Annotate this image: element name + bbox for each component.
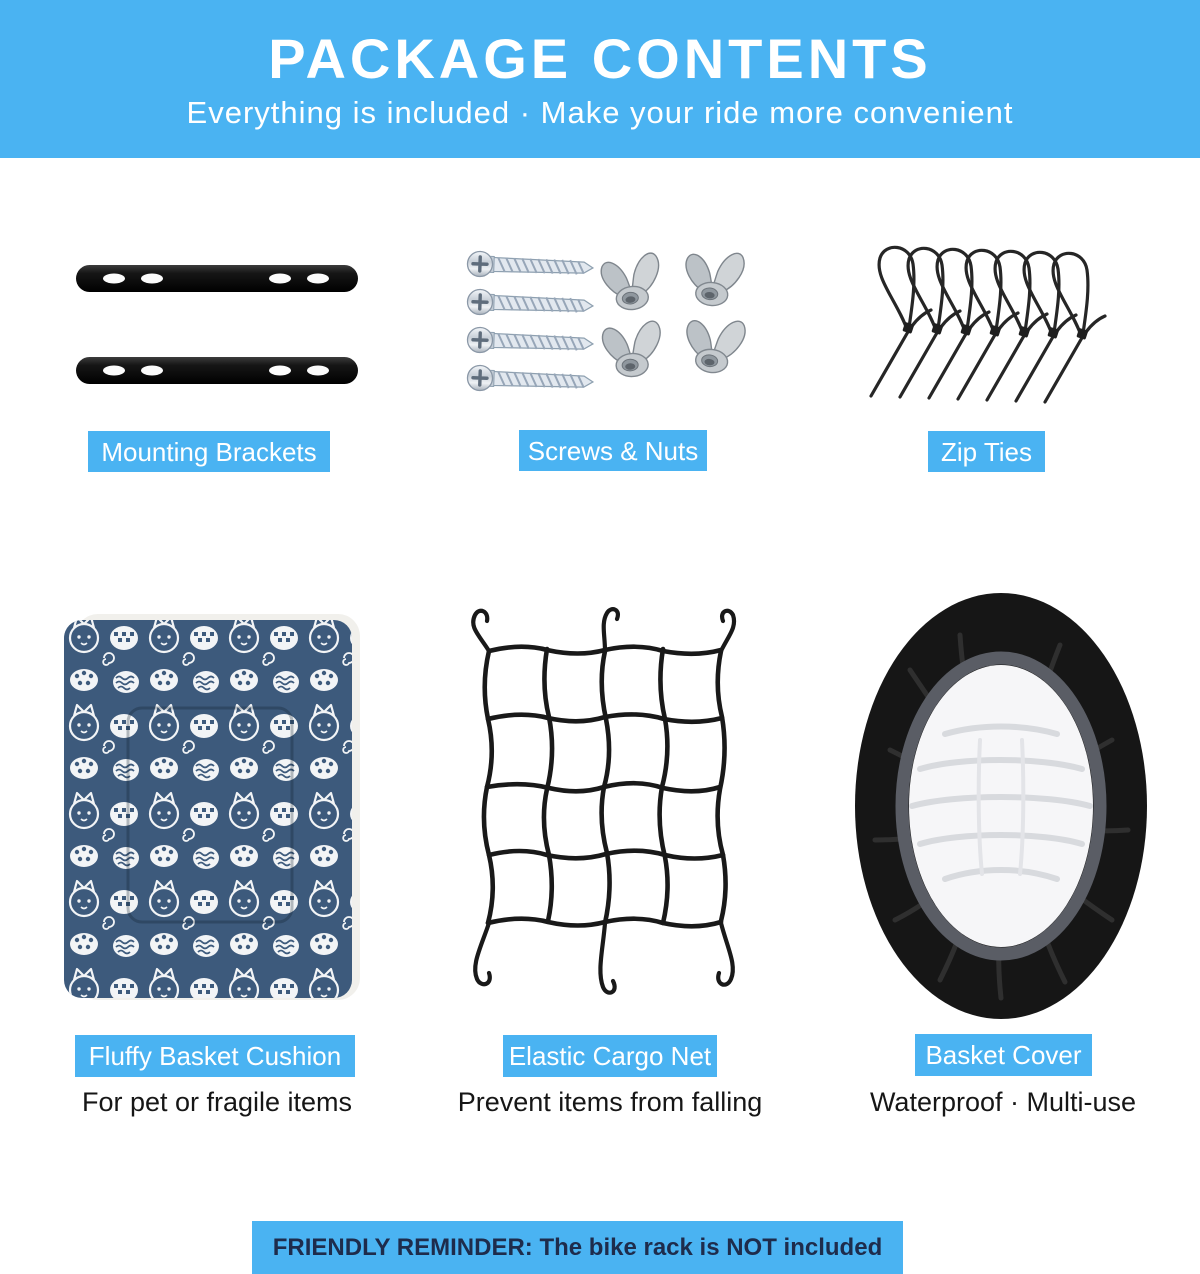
page-title: PACKAGE CONTENTS [268, 26, 932, 90]
label-basket-cover: Basket Cover [915, 1034, 1092, 1076]
label-cargo-net: Elastic Cargo Net [503, 1035, 717, 1077]
page-subtitle: Everything is included · Make your ride more convenient [186, 94, 1014, 130]
basket-cushion-photo [62, 612, 362, 1004]
label-zip-ties: Zip Ties [928, 431, 1045, 472]
label-basket-cushion: Fluffy Basket Cushion [75, 1035, 355, 1077]
screws-nuts-photo [458, 238, 770, 406]
caption-basket-cover: Waterproof · Multi-use [869, 1087, 1137, 1117]
header-banner [0, 0, 1200, 158]
mounting-brackets-photo [75, 252, 360, 394]
label-mounting-brackets: Mounting Brackets [88, 431, 330, 472]
basket-cover-photo [850, 588, 1152, 1024]
zip-ties-photo [858, 238, 1133, 408]
reminder-banner: FRIENDLY REMINDER: The bike rack is NOT included [252, 1221, 903, 1274]
cargo-net-photo [455, 605, 763, 1010]
caption-cargo-net: Prevent items from falling [457, 1087, 763, 1117]
caption-basket-cushion: For pet or fragile items [81, 1087, 353, 1117]
label-screws-nuts: Screws & Nuts [519, 430, 707, 471]
